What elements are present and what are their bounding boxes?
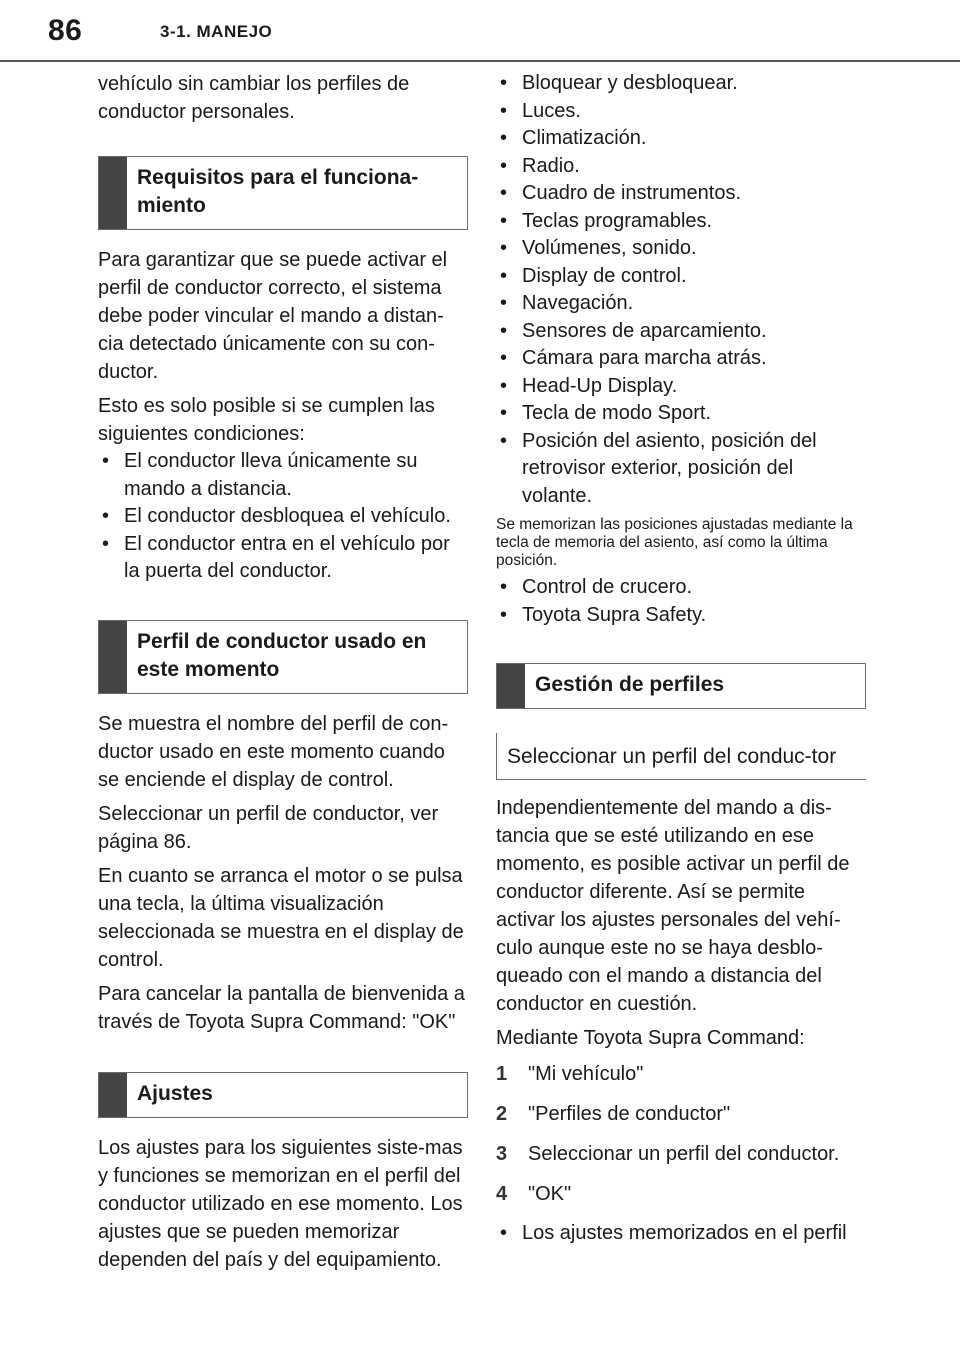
step-number: 2 — [496, 1103, 508, 1125]
left-column — [98, 70, 468, 1280]
heading-bar — [99, 621, 127, 693]
list-item: • Los ajustes memorizados en el perfil — [496, 1220, 866, 1248]
list-item: • Radio. — [496, 153, 866, 181]
settings-list — [496, 70, 866, 510]
list-item: • Climatización. — [496, 125, 866, 153]
step-text: "Mi vehículo" — [528, 1063, 644, 1085]
list-item: • Cuadro de instrumentos. — [496, 180, 866, 208]
memory-note: Se memorizan las posiciones ajustadas mediante la tecla de memoria del asiento, así como la última posición. — [496, 516, 853, 569]
list-item: • Bloquear y desbloquear. — [496, 70, 866, 98]
list-item: • Head-Up Display. — [496, 373, 866, 401]
paragraph: Seleccionar un perfil de conductor, ver página 86. — [98, 802, 439, 853]
heading-bar — [99, 1073, 127, 1117]
section-title: Gestión de perfiles — [535, 673, 725, 696]
list-item: • Tecla de modo Sport. — [496, 400, 866, 428]
final-list — [496, 1220, 866, 1248]
paragraph: Mediante Toyota Supra Command: — [496, 1027, 805, 1049]
list-item: • El conductor entra en el vehículo por la puerta del conductor. — [98, 531, 468, 586]
list-item: • Display de control. — [496, 263, 866, 291]
list-item: • El conductor desbloquea el vehículo. — [98, 503, 468, 531]
paragraph: Independientemente del mando a dis-tancia que se esté utilizando en ese momento, es posible activar un perfil de conductor diferente. Así se permite activar los ajustes personales del vehí-culo aunque este no se haya desblo-queado con el mando a distancia del conductor en cuestión. — [496, 797, 850, 1015]
section-heading-gestion — [496, 663, 866, 709]
paragraph: Esto es solo posible si se cumplen las siguientes condiciones: — [98, 395, 435, 445]
heading-bar — [99, 157, 127, 229]
section-heading-ajustes — [98, 1072, 468, 1118]
intro-paragraph: vehículo sin cambiar los perfiles de conductor personales. — [98, 73, 410, 123]
paragraph: Los ajustes para los siguientes siste-mas y funciones se memorizan en el perfil del conductor utilizado en ese momento. Los ajustes que se pueden memorizar dependen del país y del equipamiento. — [98, 1136, 463, 1271]
list-item: • Teclas programables. — [496, 208, 866, 236]
section-heading-perfil-actual — [98, 620, 468, 694]
chapter-title: 3-1. MANEJO — [160, 22, 273, 41]
step-item — [496, 1060, 866, 1088]
step-number: 1 — [496, 1063, 508, 1085]
step-item — [496, 1140, 866, 1168]
step-item — [496, 1100, 866, 1128]
page-number: 86 — [48, 14, 83, 47]
list-item: • El conductor lleva únicamente su mando a distancia. — [98, 448, 468, 503]
settings-list-2 — [496, 574, 866, 629]
list-item: • Navegación. — [496, 290, 866, 318]
heading-bar — [497, 664, 525, 708]
step-text: "OK" — [528, 1183, 572, 1205]
section-title: Ajustes — [137, 1081, 213, 1105]
list-item: • Sensores de aparcamiento. — [496, 318, 866, 346]
step-item — [496, 1180, 866, 1208]
step-text: Seleccionar un perfil del conductor. — [528, 1143, 840, 1165]
step-number: 4 — [496, 1183, 508, 1205]
list-item: • Control de crucero. — [496, 574, 866, 602]
section-title: Requisitos para el funciona-miento — [137, 166, 419, 217]
page-header — [0, 0, 960, 62]
right-column — [496, 70, 866, 1248]
conditions-list — [98, 448, 468, 586]
section-heading-requisitos — [98, 156, 468, 230]
list-item: • Volúmenes, sonido. — [496, 235, 866, 263]
paragraph: Se muestra el nombre del perfil de con-ductor usado en este momento cuando se enciende el display de control. — [98, 712, 449, 791]
paragraph: Para cancelar la pantalla de bienvenida a través de Toyota Supra Command: "OK" — [98, 982, 465, 1033]
step-text: "Perfiles de conductor" — [528, 1103, 731, 1125]
paragraph: Para garantizar que se puede activar el perfil de conductor correcto, el sistema debe poder vincular el mando a distan-cia detectado únicamente con su con-ductor. — [98, 249, 448, 383]
subsection-heading: Seleccionar un perfil del conduc-tor — [496, 733, 866, 780]
list-item: • Cámara para marcha atrás. — [496, 345, 866, 373]
list-item: • Luces. — [496, 98, 866, 126]
list-item: • Posición del asiento, posición del retrovisor exterior, posición del volante. — [496, 428, 866, 511]
list-item: • Toyota Supra Safety. — [496, 602, 866, 630]
section-title: Perfil de conductor usado en este momento — [137, 629, 427, 681]
paragraph: En cuanto se arranca el motor o se pulsa una tecla, la última visualización seleccionada se muestra en el display de control. — [98, 864, 464, 971]
step-number: 3 — [496, 1143, 508, 1165]
